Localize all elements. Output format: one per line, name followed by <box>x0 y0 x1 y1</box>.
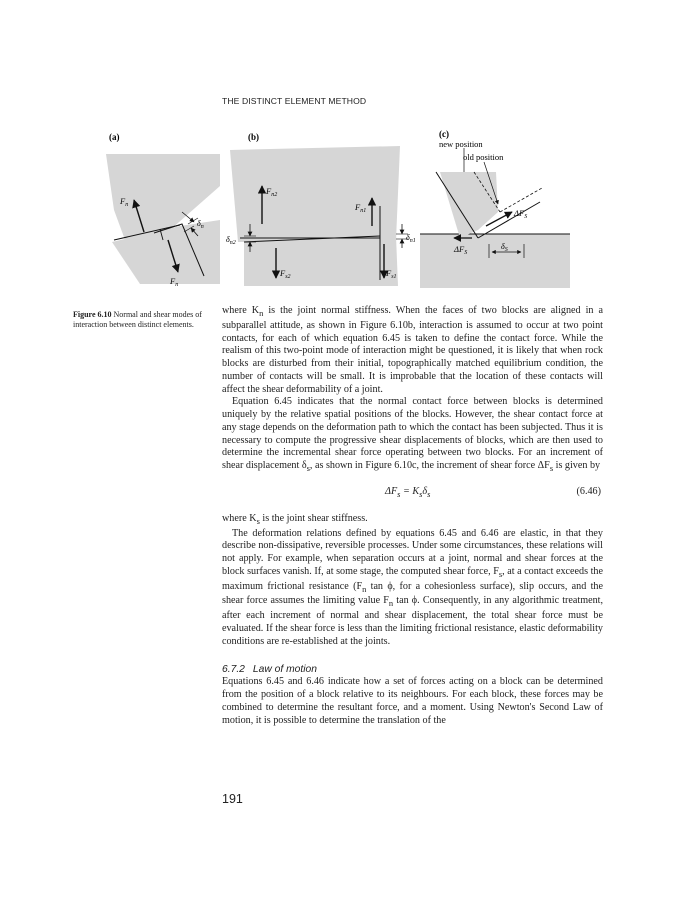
figure-drawing <box>100 128 580 298</box>
caption-text: Normal and shear modes of interaction between distinct elements. <box>73 310 202 330</box>
panel-a <box>106 154 220 288</box>
delta-n-label: $\delta_n$ <box>197 219 204 230</box>
new-position-label: new position <box>439 139 483 149</box>
fn2-label: $F_{n2}$ <box>266 186 278 198</box>
paragraph-4: The deformation relations defined by equations 6.45 and 6.46 are elastic, in that they describe non-dissipative, reversible processes. Under some circumstances, these relations will not apply. For example, when separation occurs at a joint, normal and shear forces at the block surfaces vanish. If, at some stage, the computed shear force, $F_s$, at a contact exceeds the maximum frictional resistance ($F_n$ tan ϕ, for a cohesionless surface), slip occurs, and the shear force assumes the limiting value $F_n$ tan ϕ. Consequently, in any algorithmic treatment, after each increment of normal and shear displacement, the total shear force must be evaluated. If the shear force is less than the limiting frictional resistance, elastic deformability conditions are re-established at the joints. <box>222 527 603 647</box>
equation-6-46 <box>222 486 603 500</box>
figure-6-10 <box>100 128 580 298</box>
panel-label-a: (a) <box>109 132 120 142</box>
fn-top-label: $F_n$ <box>120 196 129 208</box>
block-b-upper <box>230 146 400 242</box>
paragraph-2: Equation 6.45 indicates that the normal contact force between blocks is determined uniquely by the relative spatial positions of the blocks. However, the shear contact force at any stage depends on the deformation path to which the contact has been subjected. Thus it is necessary to compute the progressive shear displacements of blocks, which are then used to determine the incremental shear force operating between two blocks. For an increment of shear displacement $\delta_s$, as shown in Figure 6.10c, the increment of shear force $\Delta F_s$ is given by <box>222 396 603 474</box>
block-c-moving <box>440 172 498 238</box>
delta-s-label: $\delta_S$ <box>501 242 508 253</box>
dfs-label-upper: $\Delta F_S$ <box>514 208 528 220</box>
block-b-lower <box>244 236 398 286</box>
caption-label: Figure 6.10 <box>73 310 112 319</box>
delta-n2-label: $\delta_{n2}$ <box>226 235 236 246</box>
fn1-label: $F_{n1}$ <box>355 202 367 214</box>
section-heading <box>222 663 603 676</box>
panel-b <box>226 146 416 286</box>
body-text <box>222 305 603 727</box>
paragraph-3: where $K_s$ is the joint shear stiffness. <box>222 512 368 526</box>
equation-number: (6.46) <box>576 485 601 497</box>
fs2-label: $F_{s2}$ <box>280 268 291 280</box>
running-head: THE DISTINCT ELEMENT METHOD <box>222 96 367 106</box>
page-number: 191 <box>222 792 243 806</box>
section-number: 6.7.2 <box>222 664 245 676</box>
section-title: Law of motion <box>252 664 318 676</box>
equation-body: $\Delta F_s = K_s\delta_s$ <box>385 485 431 499</box>
panel-label-c: (c) <box>439 129 449 139</box>
paragraph-5: Equations 6.45 and 6.46 indicate how a set of forces acting on a block can be determined from the position of a block relative to its neighbours. For each block, these forces may be combined to determine the resultant force, and a moment. Using Newton's Second Law of motion, it is possible to determine the translation of the <box>222 676 603 726</box>
fn-bottom-label: $F_n$ <box>170 276 179 288</box>
delta-n1-label: $\delta_{n1}$ <box>406 233 416 244</box>
figure-caption <box>73 310 211 331</box>
panel-label-b: (b) <box>248 132 259 142</box>
fs1-label: $F_{s1}$ <box>386 268 397 280</box>
old-position-label: old position <box>463 152 504 162</box>
panel-c <box>420 139 570 288</box>
paragraph-1: where $K_n$ is the joint normal stiffness. When the faces of two blocks are aligned in a subparallel attitude, as shown in Figure 6.10b, interaction is assumed to occur at two point contacts, for each of which equation 6.45 is taken to define the contact force. While the realism of this two-point mode of interaction might be questioned, it is likely that when rock blocks are disturbed from their initial, topographically matched equilibrium condition, the number of contacts will be small. It is improbable that the location of these contacts will affect the shear deformability of a joint. <box>222 305 603 395</box>
dfs-label-lower: $\Delta F_S$ <box>454 244 468 256</box>
block-c-base <box>420 234 570 288</box>
